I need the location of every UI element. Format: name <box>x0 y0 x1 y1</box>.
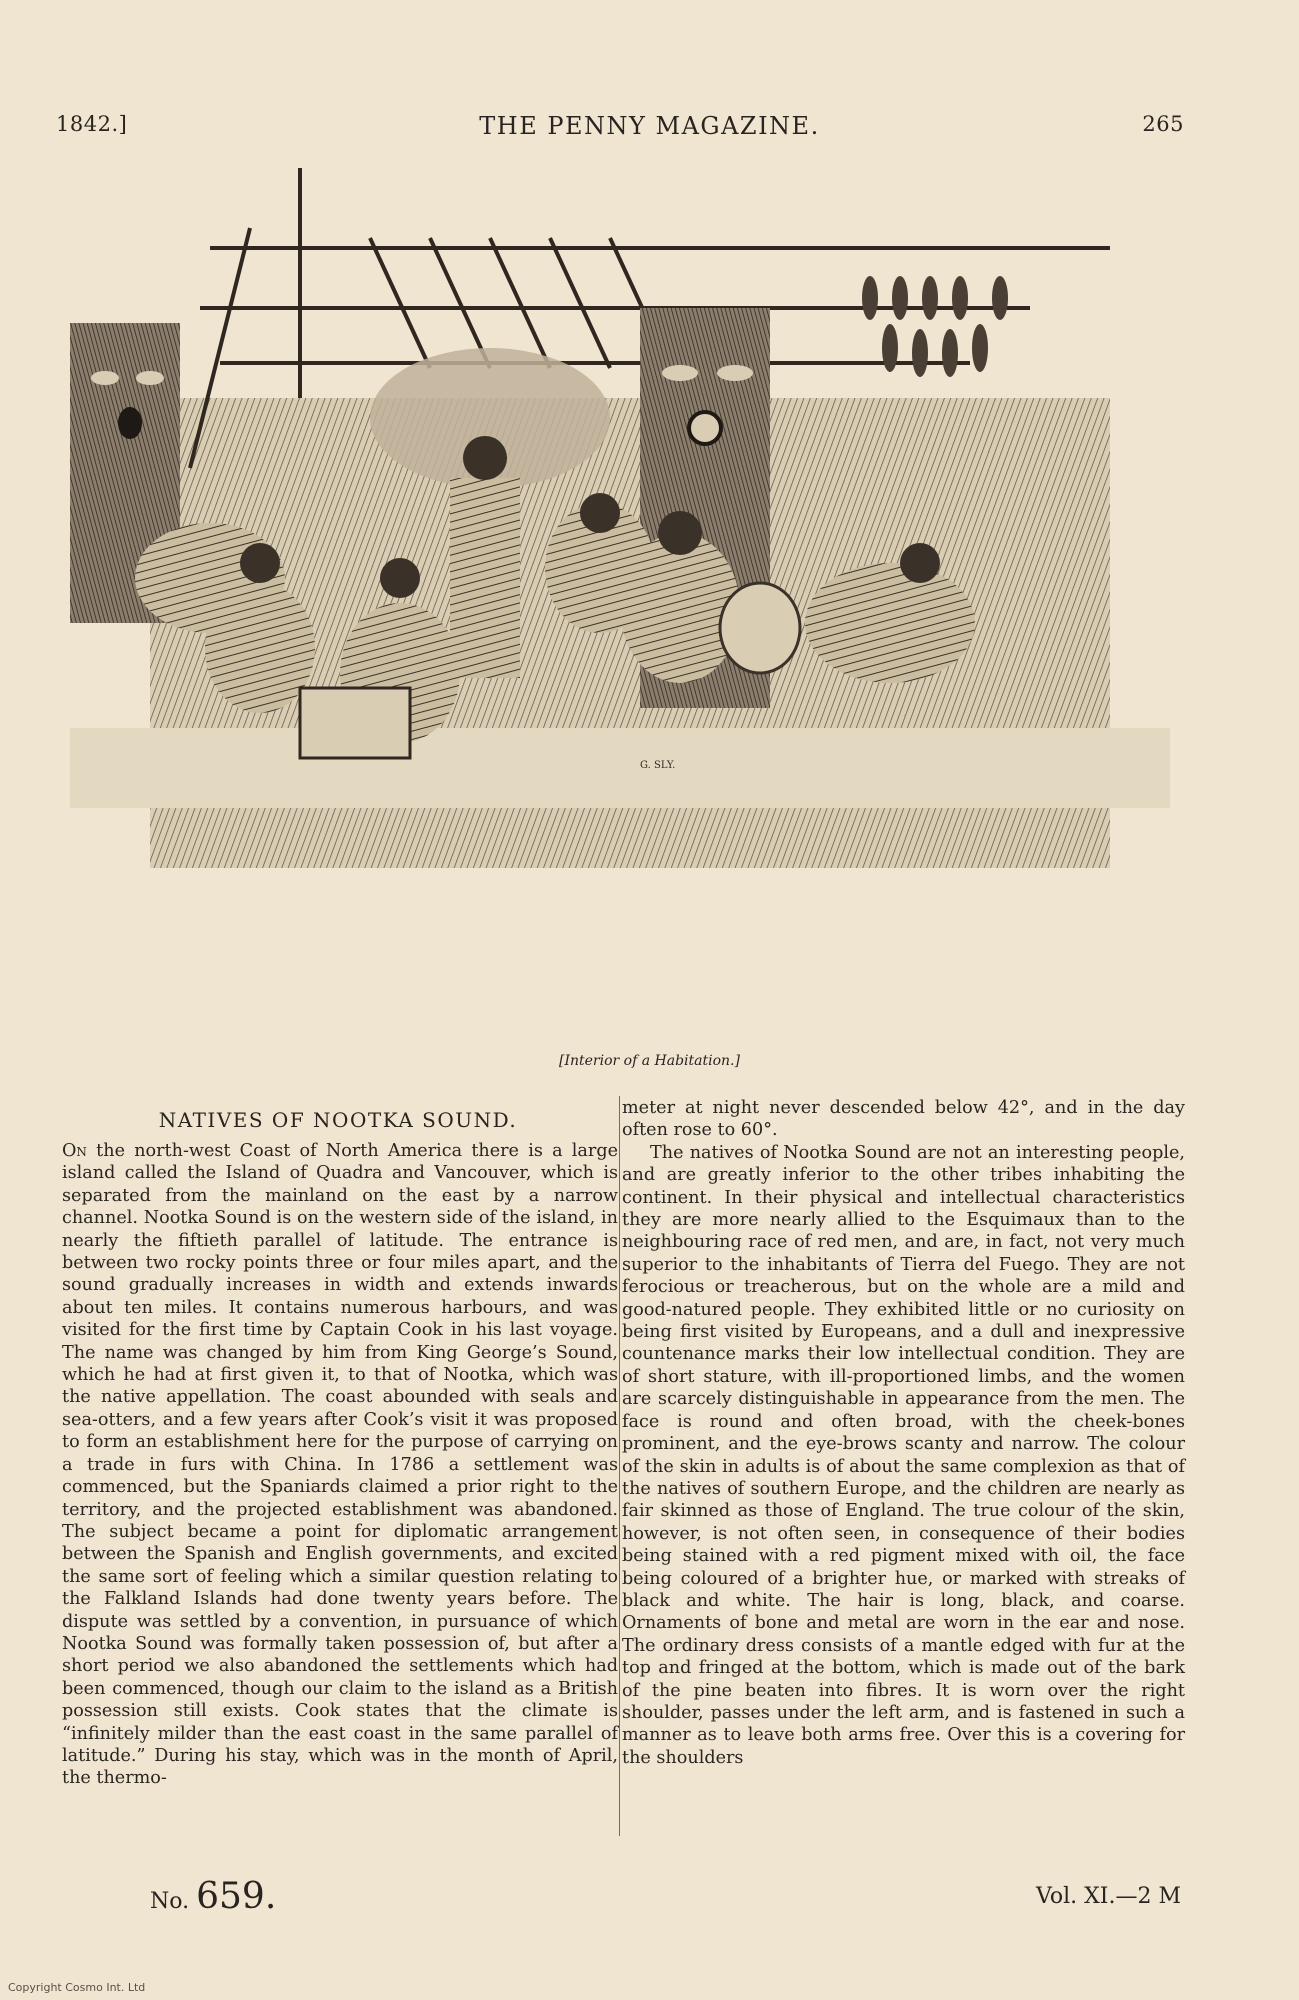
wooden-box <box>300 688 410 758</box>
column-right <box>622 1097 1185 1769</box>
magazine-title: THE PENNY MAGAZINE. <box>479 112 820 140</box>
page-number: 265 <box>1142 112 1184 136</box>
paragraph: On the north-west Coast of North America there is a large island called the Island of Quadra and Vancouver, which is separated from the mainland on the east by a narrow channel. Nootka Sound is on the western side of the island, in nearly the fiftieth parallel of latitude. The entrance is between two rocky points three or four miles apart, and the sound gradually increases in width and extends inwards about ten miles. It contains numerous harbours, and was visited for the first time by Captain Cook in his last voyage. The name was changed by him from King George’s Sound, which he had at first given it, to that of Nootka, which was the native appellation. The coast abounded with seals and sea-otters, and a few years after Cook’s visit it was proposed to form an establishment here for the purpose of carrying on a trade in furs with China. In 1786 a settlement was commenced, but the Spaniards claimed a prior right to the territory, and the projected establishment was abandoned. The subject became a point for diplomatic arrangement between the Spanish and English governments, and excited the same sort of feeling which a similar question relating to the Falkland Islands had done twenty years before. The dispute was settled by a convention, in pursuance of which Nootka Sound was formally taken possession of, but after a short period we also abandoned the settlements which had been commenced, though our claim to the island as a British possession still exists. Cook states that the climate is “infinitely milder than the east coast in the same parallel of latitude.” During his stay, which was in the month of April, the thermo- <box>62 1141 618 1789</box>
paragraph: meter at night never descended below 42°, and in the day often rose to 60°. <box>622 1098 1185 1141</box>
illustration-caption: [Interior of a Habitation.] <box>559 1053 740 1069</box>
paragraph: The natives of Nootka Sound are not an interesting people, and are greatly inferior to the other tribes inhabiting the continent. In their physical and intellectual characteristics they are more nearly allied to the Esquimaux than to the neighbouring race of red men, and are, in fact, not very much superior to the inhabitants of Tierra del Fuego. They are not ferocious or treacherous, but on the whole are a mild and good-natured people. They exhibited little or no curiosity on being first visited by Europeans, and a dull and inexpressive countenance marks their low intellectual condition. They are of short stature, with ill-proportioned limbs, and the women are scarcely distinguishable in appearance from the men. The face is round and often broad, with the cheek-bones prominent, and the eye-brows scanty and narrow. The colour of the skin in adults is of about the same complexion as that of the natives of southern Europe, and the children are nearly as fair skinned as those of England. The true colour of the skin, however, is not often seen, in consequence of their bodies being stained with a red pigment mixed with oil, the face being coloured of a brighter hue, or marked with streaks of black and white. The hair is long, black, and coarse. Ornaments of bone and metal are worn in the ear and nose. The ordinary dress consists of a mantle edged with fur at the top and fringed at the bottom, which is made out of the bark of the pine beaten into fibres. It is worn over the right shoulder, passes under the left arm, and is fastened in such a manner as to leave both arms free. Over this is a covering for the shoulders <box>622 1142 1185 1768</box>
issue-number: No. 659. <box>150 1876 277 1917</box>
column-left <box>62 1140 618 1790</box>
column-divider <box>619 1096 620 1836</box>
engraver-signature: G. SLY. <box>640 760 676 771</box>
volume-signature: Vol. XI.—2 M <box>1036 1884 1181 1909</box>
header-year: 1842.] <box>56 112 128 136</box>
drop-lead: On <box>62 1141 87 1161</box>
floor <box>70 728 1170 808</box>
article-title: NATIVES OF NOOTKA SOUND. <box>158 1108 518 1132</box>
engraving-illustration <box>70 168 1170 1023</box>
copyright-notice: Copyright Cosmo Int. Ltd <box>8 1981 146 1994</box>
